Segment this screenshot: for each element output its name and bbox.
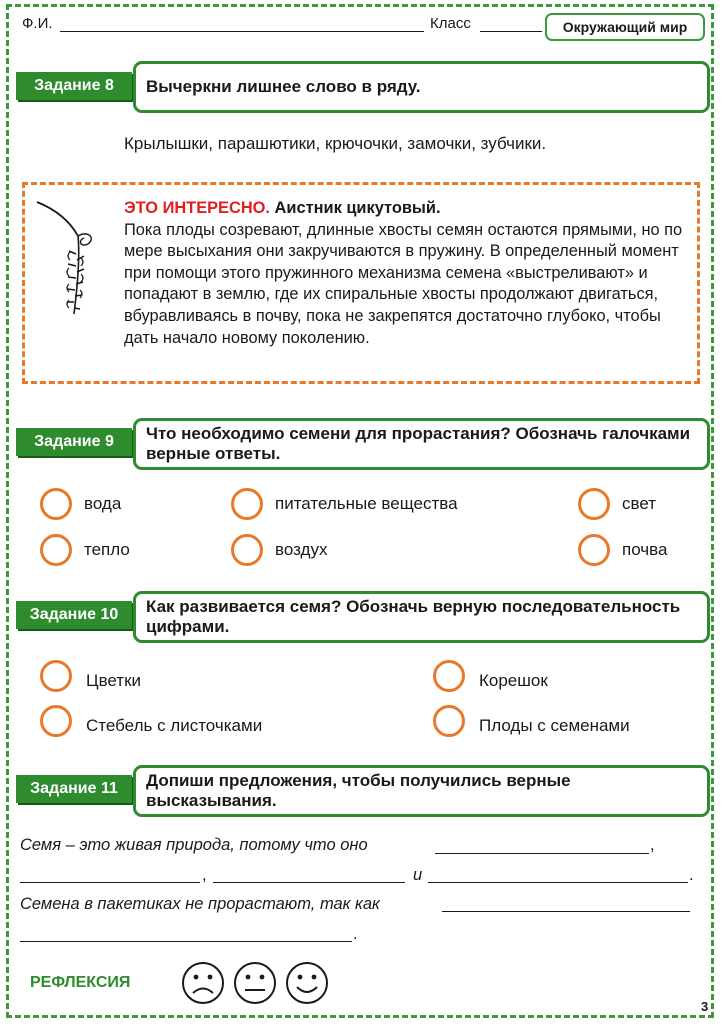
happy-face-icon[interactable] [285,961,329,1005]
neutral-face-icon[interactable] [233,961,277,1005]
task11-blank-6[interactable] [20,941,352,942]
task10-option-number-field[interactable] [433,660,465,692]
task9-option-label: воздух [275,540,328,559]
task11-label: Задание 11 [16,775,132,803]
page-number: 3 [701,999,709,1014]
task11-sentence-2: Семена в пакетиках не прорастают, так как [20,895,380,913]
task11-comma: , [650,836,655,854]
task11-blank-2[interactable] [20,882,200,883]
stork-bill-plant-illustration [34,196,98,320]
task11-question: Допиши предложения, чтобы получились верные высказывания. [133,765,710,817]
sad-face-icon[interactable] [181,961,225,1005]
task8-word-row[interactable]: Крылышки, парашютики, крючочки, замочки, зубчики. [124,134,547,153]
task11-sentence-1: Семя – это живая природа, потому что оно [20,836,368,854]
task11-comma: , [202,866,207,884]
task10-label: Задание 10 [16,601,132,629]
task9-option-checkbox[interactable] [578,488,610,520]
task11-blank-3[interactable] [213,882,405,883]
task10-option-number-field[interactable] [433,705,465,737]
task11-blank-5[interactable] [442,911,690,912]
task10-option-label: Стебель с листочками [86,716,263,735]
task9-option-checkbox[interactable] [40,534,72,566]
task9-option-label: свет [622,494,657,513]
task10-option-label: Корешок [479,671,548,690]
task9-option-label: вода [84,494,122,513]
name-label: Ф.И. [22,15,53,32]
task9-option-label: тепло [84,540,130,559]
task9-option-label: питательные вещества [275,494,458,513]
task9-option-checkbox[interactable] [578,534,610,566]
fact-text [124,198,690,349]
subject-badge: Окружающий мир [545,13,705,41]
task10-option-label: Плоды с семенами [479,716,630,735]
task11-blank-1[interactable] [435,853,649,854]
task11-period: . [353,925,358,943]
task11-blank-4[interactable] [428,882,688,883]
class-field[interactable] [480,31,542,32]
fact-body: Пока плоды созревают, длинные хвосты семян остаются прямыми, но по мере высыхания они закручиваются в пружину. В определенный момент при помощи этого пружинного механизма семена «выстреливают» и попадают в землю, где их спиральные хвосты продолжают двигаться, вбуравливаясь в почву, пока не закрепятся достаточно глубоко, чтобы дать начало новому поколению. [124,220,683,347]
task10-option-number-field[interactable] [40,660,72,692]
name-field[interactable] [60,31,424,32]
task9-option-checkbox[interactable] [231,534,263,566]
task9-label: Задание 9 [16,428,132,456]
task9-question: Что необходимо семени для прорастания? Обозначь галочками верные ответы. [133,418,710,470]
task11-period: . [689,866,694,884]
task10-option-number-field[interactable] [40,705,72,737]
task8-question: Вычеркни лишнее слово в ряду. [133,61,710,113]
fact-highlight: ЭТО ИНТЕРЕСНО. [124,199,270,217]
class-label: Класс [430,15,471,32]
fact-title: Аистник цикутовый. [274,199,441,217]
task11-and-word: и [413,866,423,884]
task10-option-label: Цветки [86,671,142,690]
task9-option-checkbox[interactable] [40,488,72,520]
task10-question: Как развивается семя? Обозначь верную последовательность цифрами. [133,591,710,643]
task9-option-checkbox[interactable] [231,488,263,520]
task8-label: Задание 8 [16,72,132,100]
reflection-label: РЕФЛЕКСИЯ [30,974,131,991]
task9-option-label: почва [622,540,668,559]
